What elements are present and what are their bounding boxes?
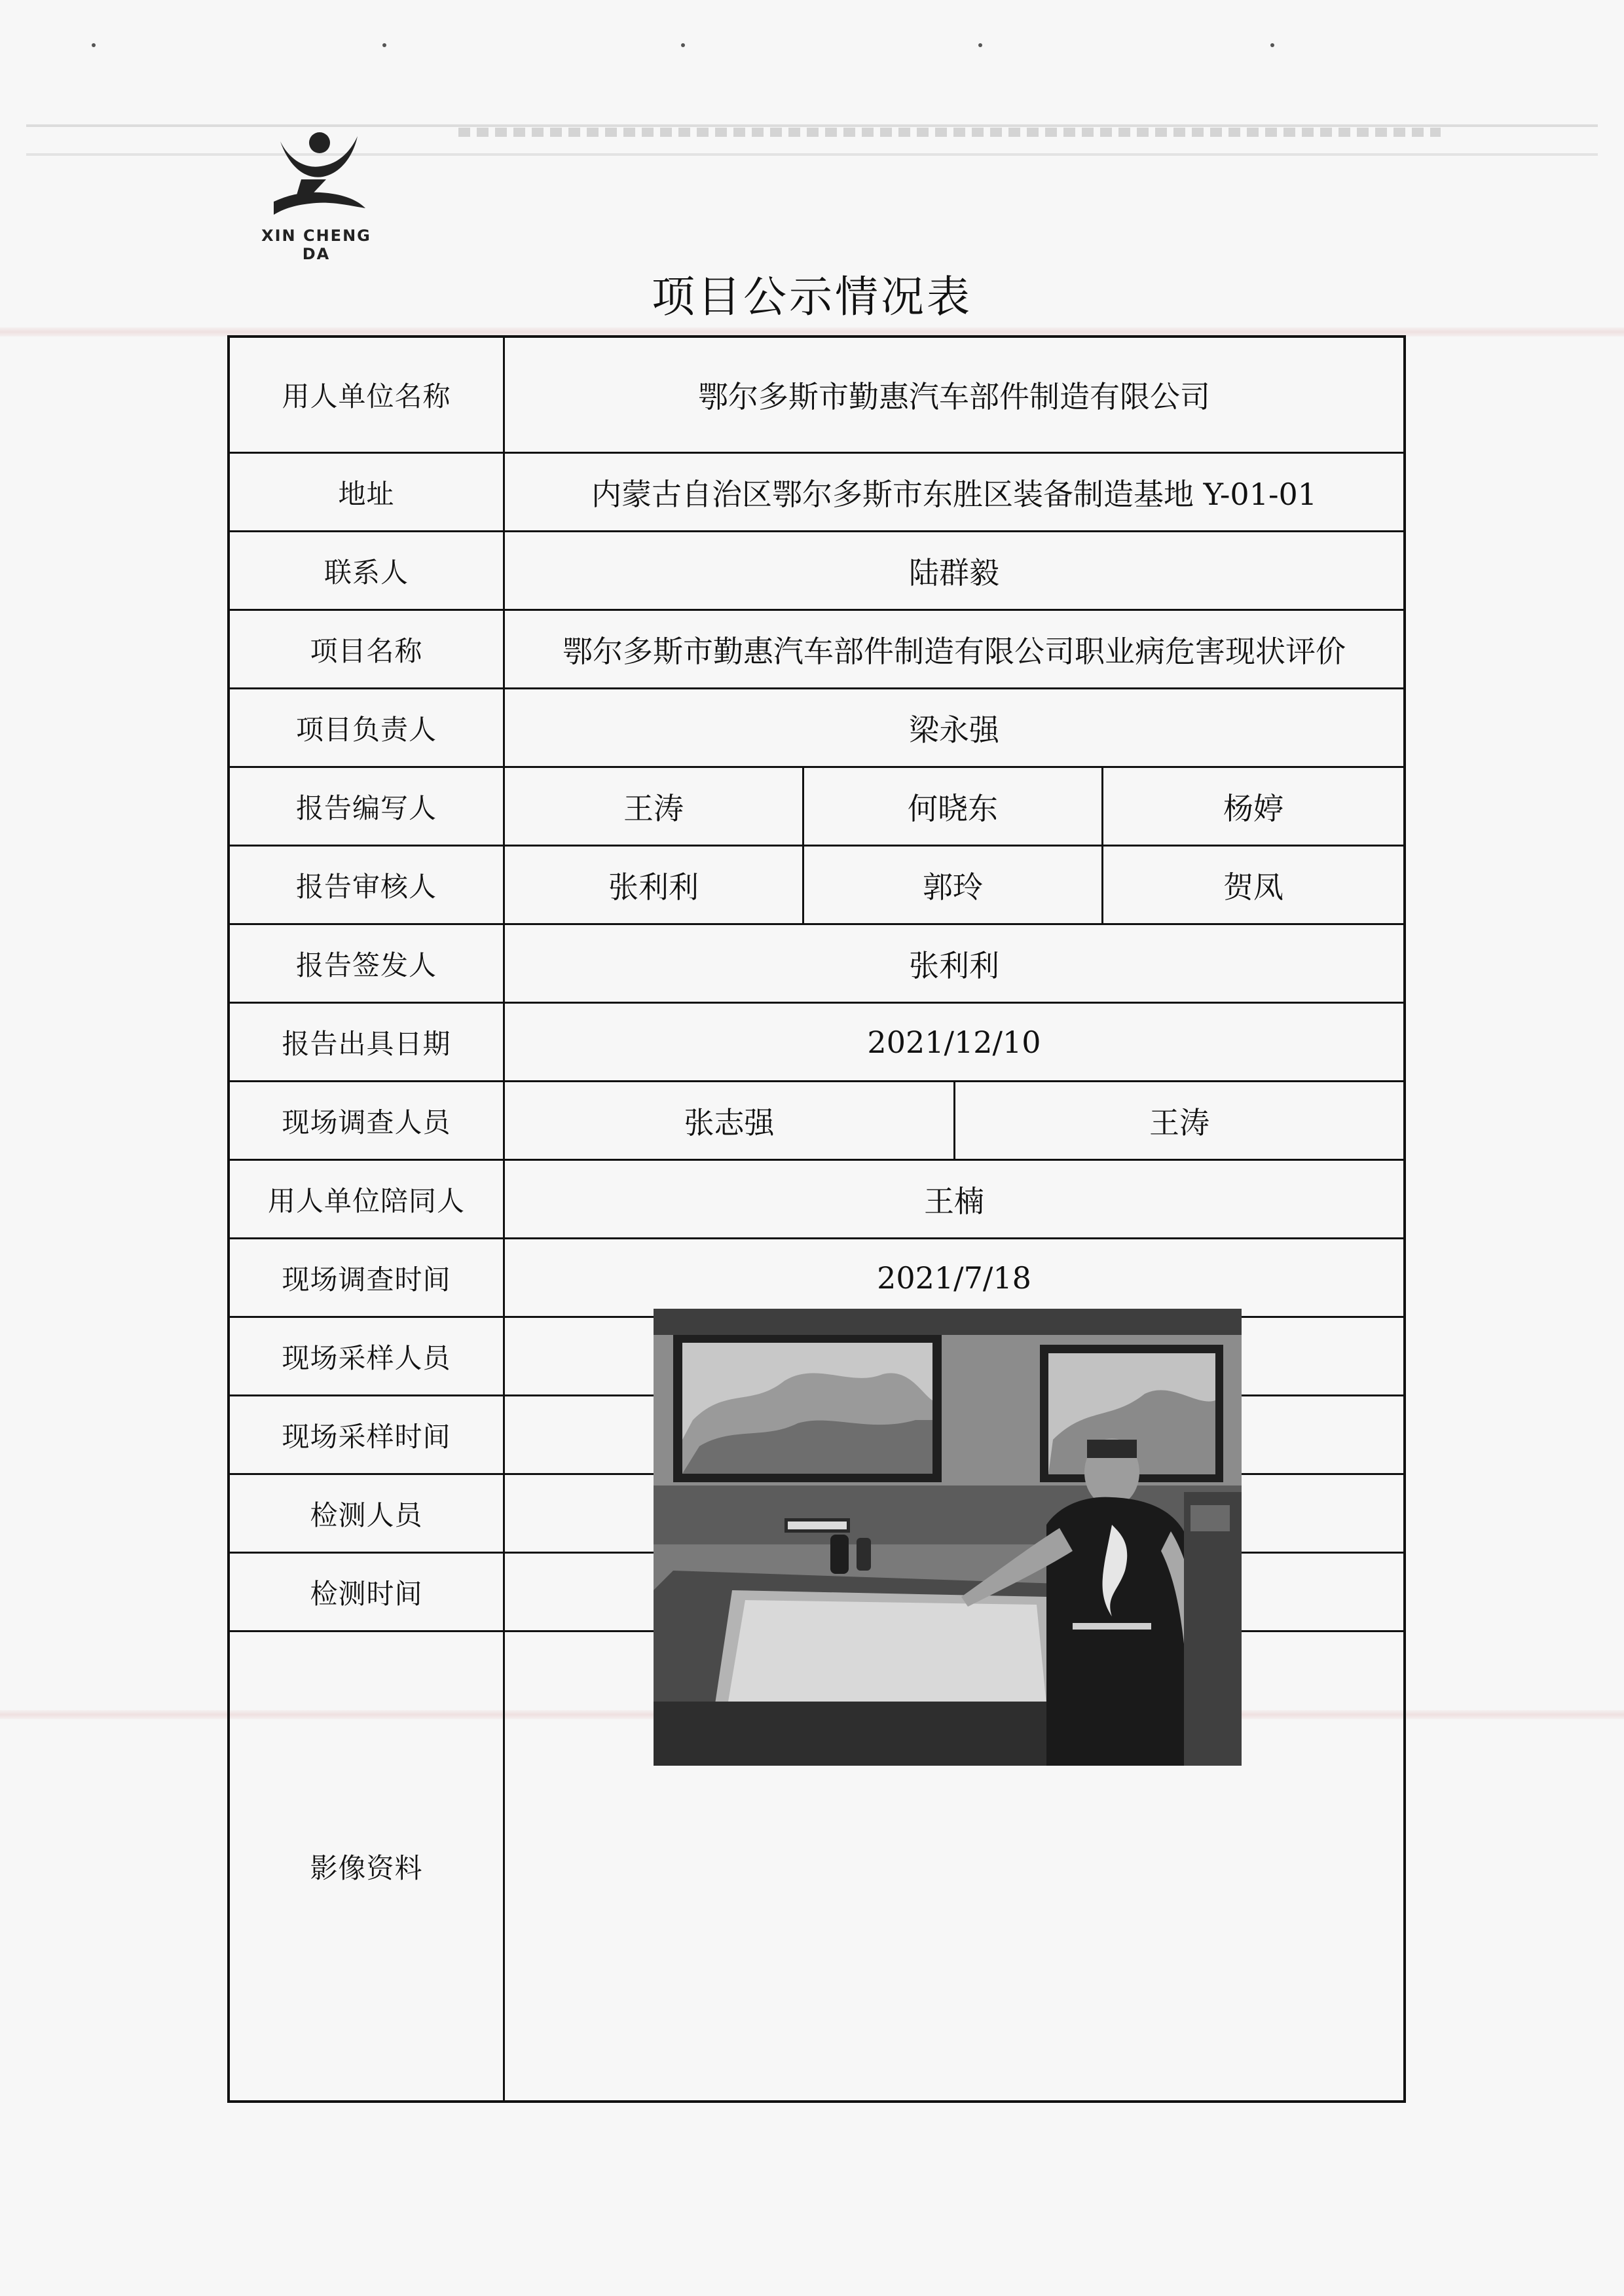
value-survey-staff: 张志强 [505,1082,955,1159]
label-report-reviewers: 报告审核人 [230,847,505,923]
label-report-date: 报告出具日期 [230,1004,505,1080]
scan-dot [382,43,386,47]
row-employer [230,338,1403,454]
label-employer: 用人单位名称 [230,338,505,452]
value-employer-escort: 王楠 [924,1183,984,1219]
row-project-lead [230,689,1403,768]
scan-dot [1270,43,1274,47]
label-report-issuer: 报告签发人 [230,925,505,1002]
value-employer: 鄂尔多斯市勤惠汽车部件制造有限公司 [698,379,1210,414]
label-sampling-staff: 现场采样人员 [230,1318,505,1394]
value-survey-staff: 王涛 [1149,1104,1209,1140]
value-contact: 陆群毅 [909,555,999,591]
label-report-writers: 报告编写人 [230,768,505,845]
logo-text: XIN CHENG DA [261,227,371,263]
value-report-issuer: 张利利 [909,947,999,983]
scan-dot [92,43,96,47]
value-address: 内蒙古自治区鄂尔多斯市东胜区装备制造基地 Y-01-01 [591,476,1318,512]
value-report-reviewer: 贺凤 [1223,869,1283,905]
project-disclosure-table [227,335,1406,2103]
label-testing-staff: 检测人员 [230,1475,505,1552]
row-project-name [230,611,1403,689]
value-report-date: 2021/12/10 [867,1024,1041,1060]
label-address: 地址 [230,454,505,530]
label-contact: 联系人 [230,532,505,609]
row-report-issuer [230,925,1403,1004]
row-survey-staff [230,1082,1403,1161]
company-logo [261,128,372,263]
row-report-writers [230,768,1403,847]
row-report-reviewers [230,847,1403,925]
value-report-writer: 杨婷 [1223,790,1283,826]
label-survey-staff: 现场调查人员 [230,1082,505,1159]
label-project-lead: 项目负责人 [230,689,505,766]
value-report-reviewer: 郭玲 [804,847,1103,923]
scan-dot [681,43,685,47]
label-survey-time: 现场调查时间 [230,1239,505,1316]
site-photo [654,1309,1242,1766]
value-report-reviewer: 张利利 [505,847,804,923]
label-testing-time: 检测时间 [230,1554,505,1630]
value-report-writer: 何晓东 [804,768,1103,845]
document-title: 项目公示情况表 [652,272,972,322]
label-sampling-time: 现场采样时间 [230,1396,505,1473]
row-report-date [230,1004,1403,1082]
row-employer-escort [230,1161,1403,1239]
label-project-name: 项目名称 [230,611,505,687]
row-contact [230,532,1403,611]
logo-figure-icon [261,128,372,227]
value-report-writer: 王涛 [505,768,804,845]
value-project-name: 鄂尔多斯市勤惠汽车部件制造有限公司职业病危害现状评价 [563,633,1346,669]
row-survey-time [230,1239,1403,1318]
value-project-lead: 梁永强 [909,712,999,748]
scan-dot [978,43,982,47]
label-images: 影像资料 [230,1632,505,2100]
row-address [230,454,1403,532]
show-through-text [458,128,1441,137]
label-employer-escort: 用人单位陪同人 [230,1161,505,1237]
value-survey-time: 2021/7/18 [877,1260,1031,1296]
